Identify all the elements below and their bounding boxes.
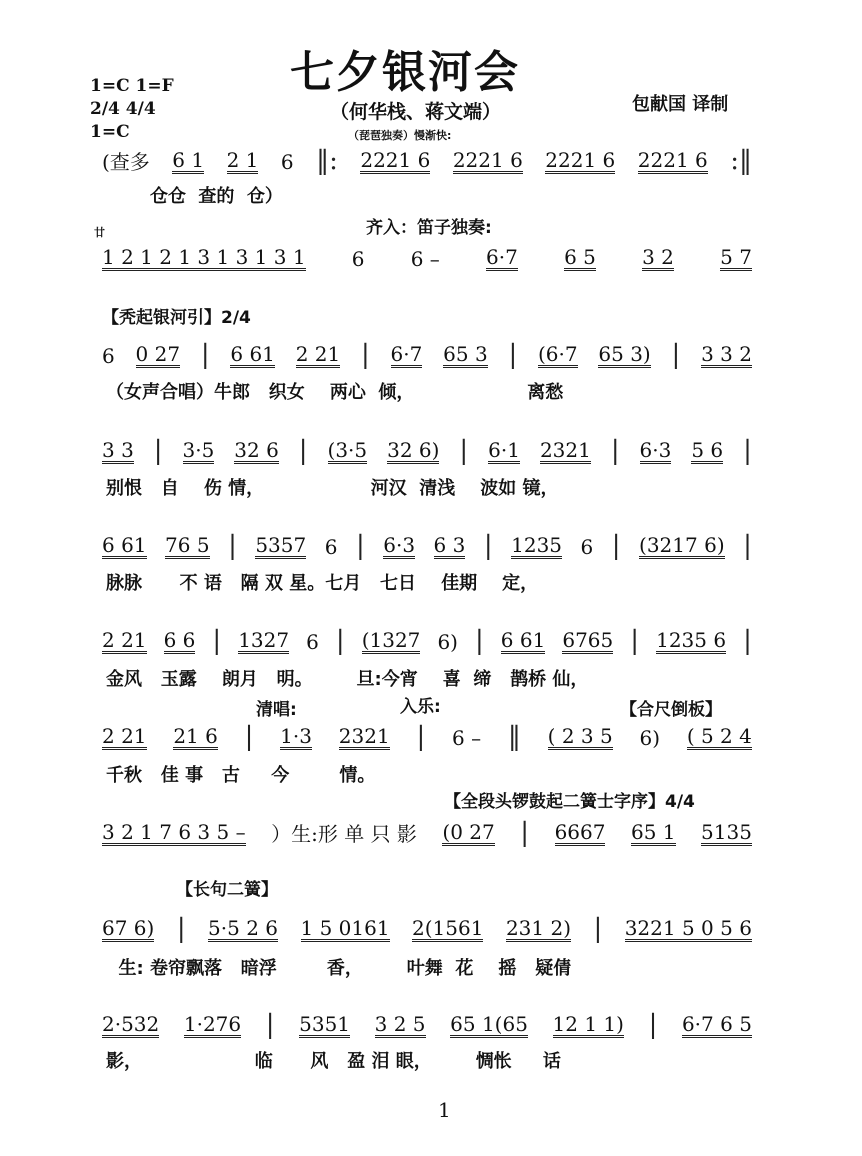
barline: | (648, 1010, 658, 1040)
lyrics-line: 别恨 自 伤 情， 河汉 清浅 波如 镜， (106, 478, 559, 499)
note-group: 2 21 (295, 342, 341, 366)
barline: | (743, 531, 752, 561)
key-signature-2: 1=C (90, 122, 130, 142)
note-group: 6 – (452, 726, 482, 750)
note-group: 21 6 (173, 724, 218, 748)
barline: | (671, 340, 681, 370)
note-group: 2321 (539, 438, 591, 462)
section-heading: 【合尺倒板】 (620, 700, 722, 720)
notation-line (102, 1012, 752, 1038)
note-group: 6 (324, 535, 338, 559)
barline: | (610, 436, 620, 466)
note-group: 65 3) (598, 342, 651, 366)
note-group: (3217 6) (639, 533, 725, 557)
lyrics-line: 影， 临 风 盈 泪 眼， 惆怅 话 (106, 1051, 561, 1072)
note-group: 3 2 1 7 6 3 5 – (102, 820, 246, 844)
note-group: 2321 (338, 724, 390, 748)
marking-qingchang: 清唱: (256, 700, 297, 720)
note-group: 0 27 (135, 342, 181, 366)
marking-pipa: （琵琶独奏）慢渐快: (348, 129, 452, 142)
note-group: 6·3 (639, 438, 672, 462)
lyrics-line: 金风 玉露 朗月 明。 旦:今宵 喜 缔 鹊桥 仙， (106, 669, 589, 690)
note-group: 76 5 (165, 533, 210, 557)
note-group: 3·5 (182, 438, 215, 462)
barline: | (176, 914, 186, 944)
note-group: 1327 (238, 628, 290, 652)
note-group: 6765 (562, 628, 614, 652)
key-signature: 1=C 1=F (90, 76, 174, 96)
note-group: 1·276 (183, 1012, 242, 1036)
notation-line (102, 724, 752, 750)
note-group: 231 2) (505, 916, 571, 940)
note-group: 6·3 (383, 533, 416, 557)
performers: （何华栈、蒋文端） (330, 101, 502, 123)
marking-dizi: 齐入：笛子独奏: (366, 218, 492, 238)
note-group: 2·532 (102, 1012, 160, 1036)
barline: | (244, 722, 254, 752)
lyrics-line: 生: 卷帘飘落 暗浮 香， 叶舞 花 摇 疑倩 (106, 958, 572, 979)
note-group: 6 61 (500, 628, 546, 652)
note-group: 6 (351, 247, 365, 271)
note-group: 67 6) (102, 916, 155, 940)
notation-line (102, 246, 752, 271)
note-group: 6 61 (230, 342, 275, 366)
barline: | (153, 436, 163, 466)
notation-line (102, 533, 752, 559)
notation-line (102, 148, 752, 174)
marking-sa: 廿 (94, 226, 105, 239)
note-group: 65 3 (443, 342, 488, 366)
note-group: 6·7 (390, 342, 423, 366)
lyrics-line: （女声合唱）牛郎 织女 两心 倾， 离愁 (106, 382, 564, 403)
note-group: 6 (102, 344, 115, 368)
note-group: 32 6 (234, 438, 279, 462)
note-group: (1327 (361, 628, 421, 652)
note-group: 5351 (299, 1012, 351, 1036)
note-group: 6 (306, 630, 319, 654)
note-group: 6 6 (163, 628, 196, 652)
section-heading: 【全段头锣鼓起二簧士字序】4/4 (444, 792, 695, 812)
note-group: 32 6) (387, 438, 440, 462)
note-group: 5·5 2 6 (208, 916, 279, 940)
note-group: 2221 6 (545, 148, 616, 172)
note-group: 1 2 1 2 1 3 1 3 1 3 1 (102, 245, 306, 269)
lyrics-line: 脉脉 不 语 隔 双 星。七月 七日 佳期 定， (106, 573, 539, 594)
note-group: ( 5 2 4 (686, 724, 752, 748)
note-group: 6·7 (486, 245, 518, 269)
notation-line (102, 438, 752, 464)
marking-ruyue: 入乐: (400, 697, 441, 717)
barline: | (743, 626, 752, 656)
barline: | (520, 818, 530, 848)
notation-line (102, 342, 752, 368)
note-group: 2221 6 (637, 148, 708, 172)
barline: | (200, 340, 210, 370)
lyrics-line: 仓仓 查的 仓） (106, 186, 283, 207)
barline: | (298, 436, 308, 466)
note-group: 3 2 (642, 245, 674, 269)
arranger-credit: 包献国 译制 (632, 94, 729, 115)
note-group: 6) (437, 630, 458, 654)
note-group: 6 (580, 535, 594, 559)
note-group: 6 61 (102, 533, 147, 557)
note-group: 3 2 5 (374, 1012, 426, 1036)
note-group: 2 21 (102, 628, 147, 652)
note-group: 1235 6 (656, 628, 727, 652)
note-group: 12 1 1) (552, 1012, 624, 1036)
note-group: 6 1 (172, 148, 205, 172)
barline: | (361, 340, 370, 370)
note-group: 1·3 (280, 724, 312, 748)
barline: ‖: (316, 146, 338, 176)
barline: | (483, 531, 493, 561)
note-group: (0 27 (442, 820, 495, 844)
barline: | (593, 914, 603, 944)
note-group: 65 1(65 (450, 1012, 528, 1036)
section-heading: 【秃起银河引】2/4 (102, 308, 251, 328)
note-group: 5 7 (720, 245, 752, 269)
barline: :‖ (730, 146, 752, 176)
note-group: 6 3 (433, 533, 466, 557)
barline: | (228, 531, 237, 561)
note-group: 3 3 2 (701, 342, 752, 366)
barline: | (265, 1010, 275, 1040)
time-signature: 2/4 4/4 (90, 99, 156, 119)
score-title: 七夕银河会 (290, 47, 520, 98)
note-group: 5357 (255, 533, 307, 557)
note-group: ( 2 3 5 (547, 724, 613, 748)
note-group: 1235 (511, 533, 563, 557)
barline: | (611, 531, 621, 561)
notation-line (102, 820, 752, 846)
page-number: 1 (438, 1098, 451, 1122)
note-group: 6 5 (564, 245, 596, 269)
note-group: 6) (639, 726, 661, 750)
barline: | (508, 340, 518, 370)
note-group: 5135 (701, 820, 752, 844)
note-group: (查多 (102, 150, 150, 174)
note-group: 6·7 6 5 (681, 1012, 752, 1036)
barline: ‖ (507, 722, 521, 752)
barline: | (475, 626, 484, 656)
note-group: 6 – (410, 247, 440, 271)
note-group: 6 (280, 150, 294, 174)
note-group: 1 5 0161 (300, 916, 390, 940)
barline: | (212, 626, 222, 656)
note-group: 2221 6 (452, 148, 523, 172)
note-group: ）生:形 单 只 影 (271, 822, 417, 846)
note-group: 65 1 (630, 820, 676, 844)
notation-line (102, 628, 752, 654)
barline: | (416, 722, 426, 752)
barline: | (743, 436, 752, 466)
note-group: 5 6 (691, 438, 724, 462)
note-group: (6·7 (538, 342, 578, 366)
note-group: 6·1 (488, 438, 520, 462)
note-group: 3221 5 0 5 6 (624, 916, 752, 940)
note-group: 2(1561 (412, 916, 484, 940)
note-group: 6667 (554, 820, 606, 844)
note-group: 2221 6 (360, 148, 431, 172)
barline: | (459, 436, 469, 466)
note-group: 2 1 (226, 148, 259, 172)
lyrics-line: 千秋 佳 事 古 今 情。 (106, 765, 376, 786)
notation-line (102, 916, 752, 942)
note-group: (3·5 (327, 438, 368, 462)
barline: | (355, 531, 365, 561)
barline: | (335, 626, 345, 656)
barline: | (630, 626, 640, 656)
note-group: 2 21 (102, 724, 147, 748)
note-group: 3 3 (102, 438, 134, 462)
section-heading: 【长句二簧】 (176, 880, 278, 900)
